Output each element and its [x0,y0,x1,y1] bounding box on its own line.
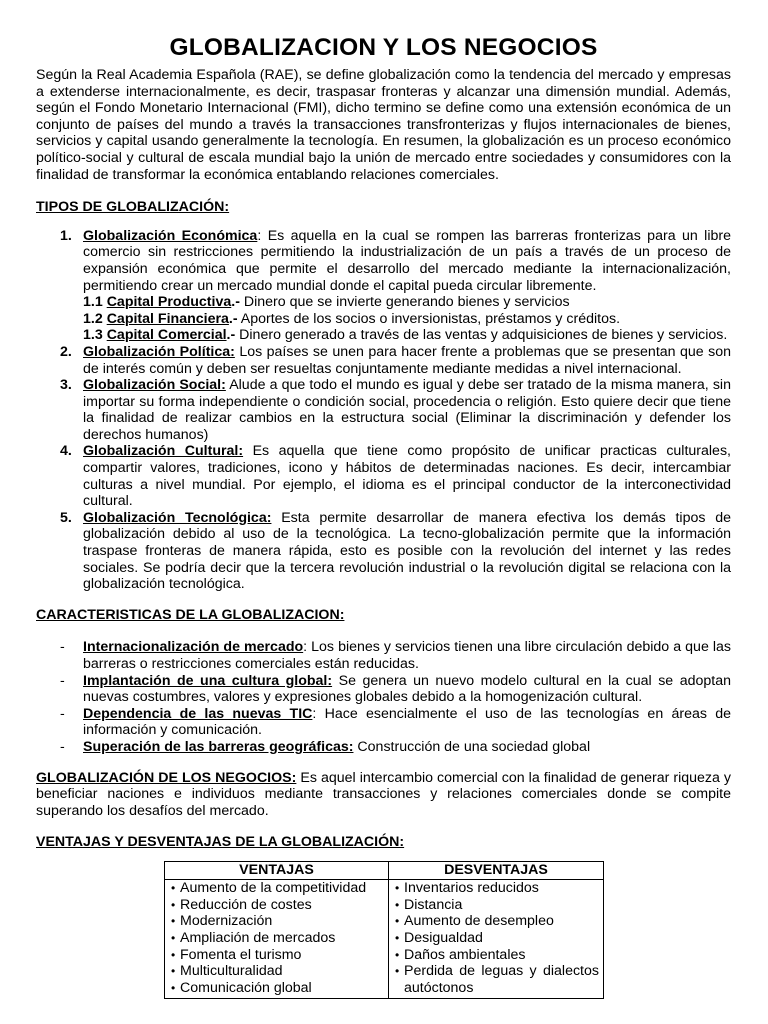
intro-paragraph: Según la Real Academia Española (RAE), se define globalización como la tendencia del mercado y empresas a extenderse internacionalmente, es decir, traspasar fronteras y alcanzar una dimensión mundial. Además, según el Fondo Monetario Internacional (FMI), dicho termino se define como una extensión económica de un conjunto de países del mundo a través la transacciones transfronterizas y flujos internacionales de bienes, servicios y capital usando generalmente la tecnología. En resumen, la globalización es un proceso económico político-social y cultural de escala mundial bajo la unión de mercado entre sociedades y consumidores con la finalidad de transformar la económica entablando relaciones comerciales. [36,67,731,183]
tipo-item-2 [36,344,731,377]
tipo-text: Esta permite desarrollar de manera efectiva los demás tipos de globalización debido al uso de la tecnológica. La tecno-globalización permite que la información traspase fronteras de manera rápida, esto es posible con la revolución del internet y las redes sociales. Se podría decir que la tercera revolución industrial o la revolución digital se relaciona con la globalización tecnológica. [83,509,731,593]
negocios-paragraph [36,770,731,820]
dash-marker: - [60,705,65,722]
caracteristica-text: Los bienes y servicios tienen una libre circulación debido a que las barreras o restricciones comerciales están reducidas. [83,639,732,672]
caracteristica-item [36,673,731,706]
ventaja-item: • Aumento de la competitividad [171,880,384,897]
sub-number: 1.1 [83,294,103,311]
tipo-item-3 [36,377,731,443]
sub-text: Dinero que se invierte generando bienes y servicios [239,294,570,311]
caracteristica-separator: : [312,705,325,722]
sub-text: Dinero generado a través de las ventas y adquisiciones de bienes y servicios. [235,327,728,344]
tipo-number: 5. [60,509,72,526]
sub-term: Capital Productiva [106,294,232,311]
tipo-text: Es aquella que tiene como propósito de unificar practicas culturales, compartir valores, tradiciones, icono y hábitos de determinadas naciones. Es decir, intercambiar culturas a nivel mundial. Por ejemplo, el idioma es el principal conductor de la interconectividad cultural. [83,443,731,510]
tipo-number: 2. [60,343,72,360]
desventaja-item: • Desigualdad [395,930,599,947]
tipo-separator [271,510,281,526]
sub-item-1-1 [83,294,731,311]
ventajas-desventajas-table [164,861,604,999]
tipo-term: Globalización Cultural: [83,443,244,460]
dash-marker: - [60,738,65,755]
caracteristica-item [36,706,731,739]
sub-term: Capital Financiera [106,310,229,327]
sub-suffix: .- [228,310,238,327]
tipos-list [36,228,731,593]
sub-suffix: .- [231,294,240,311]
desventaja-item: • Inventarios reducidos [395,880,599,897]
caracteristicas-heading: CARACTERISTICAS DE LA GLOBALIZACION: [36,606,345,623]
tipo-number: 1. [60,227,72,244]
ventaja-item: • Reducción de costes [171,897,384,914]
negocios-text: Es aquel intercambio comercial con la finalidad de generar riqueza y beneficiar naciones e individuos mediante transacciones y relaciones comerciales donde se compite superando los desafíos del mercado. [36,769,731,819]
caracteristica-text: Se genera un nuevo modelo cultural en la cual se adoptan nuevas costumbres, valores y expresiones globales debido a la homogenización cultural. [83,672,731,706]
ventaja-item: • Modernización [171,913,384,930]
tipo-term: Globalización Económica [83,227,258,244]
tipo-item-5 [36,510,731,593]
tipo-term: Globalización Política: [83,343,235,360]
tipo-number: 4. [60,443,72,460]
tipo-term: Globalización Tecnológica: [83,509,272,526]
tipo-item-1 [36,228,731,344]
ventaja-item: • Fomenta el turismo [171,947,384,964]
ventaja-item: • Comunicación global [171,980,384,997]
caracteristica-item [36,639,731,672]
caracteristicas-list [36,639,731,755]
desventaja-item: • Perdida de leguas y dialectos autóctonos [395,963,599,996]
tipo-term: Globalización Social: [83,377,226,394]
desventajas-cell [389,880,604,999]
header-ventajas: VENTAJAS [165,862,389,880]
tipos-heading: TIPOS DE GLOBALIZACIÓN: [36,199,230,216]
caracteristica-text: Hace esencialmente el uso de las tecnologías en áreas de información y comunicación. [83,705,731,739]
sub-number: 1.3 [83,327,103,344]
desventaja-item: • Daños ambientales [395,947,599,964]
caracteristica-term: Superación de las barreras geográficas: [83,738,354,755]
negocios-term: GLOBALIZACIÓN DE LOS NEGOCIOS: [36,769,297,786]
ventajas-heading: VENTAJAS Y DESVENTAJAS DE LA GLOBALIZACIÓN: [36,833,405,850]
sub-term: Capital Comercial [106,327,227,344]
desventaja-item: • Distancia [395,897,599,914]
sub-item-1-3 [83,327,731,344]
caracteristica-term: Internacionalización de mercado [83,639,304,656]
caracteristica-separator: : [303,639,312,656]
sub-suffix: .- [226,327,236,344]
ventajas-cell [165,880,389,999]
header-desventajas: DESVENTAJAS [389,862,604,880]
tipo-text: Es aquella en la cual se rompen las barreras fronterizas para un libre comercio sin restricciones permitiendo la industrialización de un país a través de un proceso de expansión económica que permite el desarrollo del mercado mediante la internacionalización, permitiendo crear un mercado mundial donde el capital pueda circular libremente. [83,227,731,294]
desventajas-list [395,880,599,996]
ventaja-item: • Ampliación de mercados [171,930,384,947]
tipo-number: 3. [60,377,72,394]
caracteristica-text: Construcción de una sociedad global [357,738,591,755]
tipo-separator [243,443,253,459]
tipo-separator: : [257,227,268,244]
dash-marker: - [60,639,65,656]
ventajas-list [171,880,384,996]
page-title: GLOBALIZACION Y LOS NEGOCIOS [169,34,598,61]
caracteristica-item [36,739,731,756]
desventaja-item: • Aumento de desempleo [395,913,599,930]
tipo-item-4 [36,443,731,509]
caracteristica-term: Dependencia de las nuevas TIC [83,705,313,722]
tipo-text: Alude a que todo el mundo es igual y debe ser tratado de la misma manera, sin importar su forma independiente o condición social, procedencia o religión. Esto quiere decir que tiene la finalidad de realizar cambios en la estructura social (Eliminar la discriminación y defender los derechos humanos) [83,377,731,443]
sub-number: 1.2 [83,310,103,327]
ventaja-item: • Multiculturalidad [171,963,384,980]
sub-item-1-2 [83,311,731,328]
sub-text: Aportes de los socios o inversionistas, préstamos y créditos. [237,310,621,327]
caracteristica-term: Implantación de una cultura global: [83,672,333,689]
tipo-text: Los países se unen para hacer frente a problemas que se presentan que son de interés común y deben ser resueltas conjuntamente mediante medidas a nivel internacional. [83,343,731,377]
dash-marker: - [60,672,65,689]
